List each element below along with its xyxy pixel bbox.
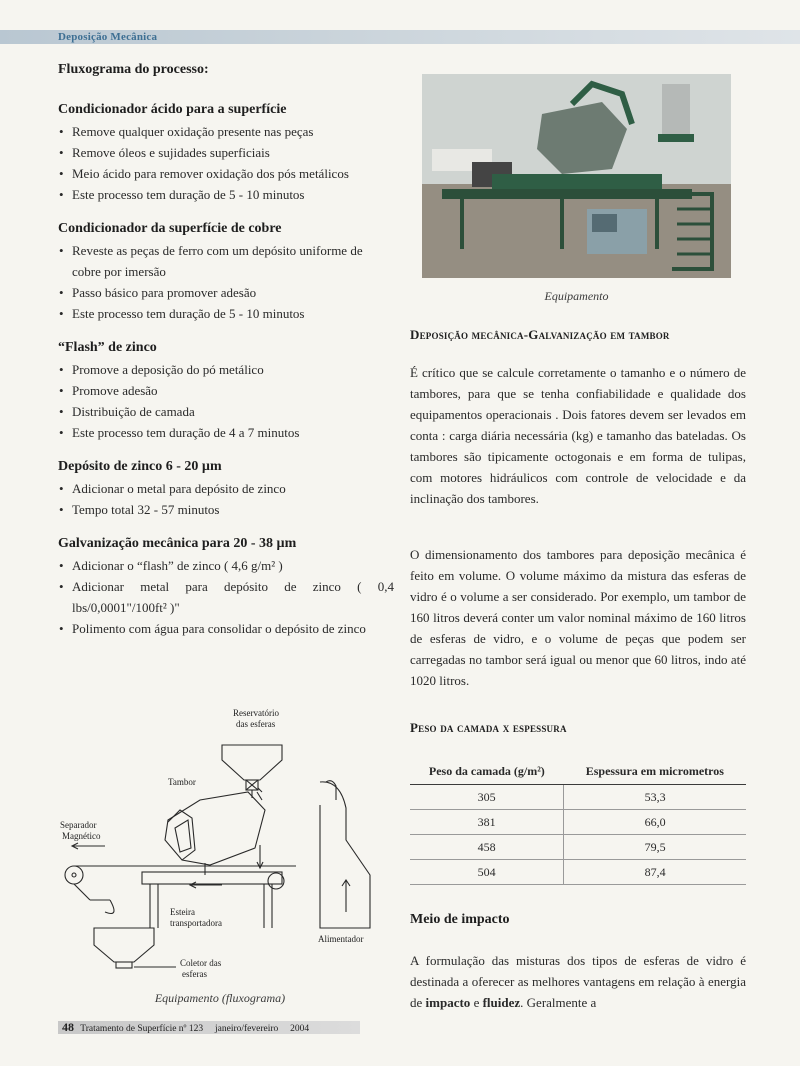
bullet-list (58, 359, 394, 443)
table-cell-weight: 381 (410, 810, 564, 835)
label-coletor-2: esferas (182, 969, 207, 979)
process-flow-title: Fluxograma do processo: (58, 62, 209, 77)
reservoir-shape (222, 745, 282, 780)
separator-curve (105, 900, 114, 914)
section-title: Depósito de zinco 6 - 20 µm (58, 459, 222, 474)
table-cell-weight: 504 (410, 860, 564, 885)
list-item: • Tempo total 32 - 57 minutos (58, 499, 394, 520)
meio-bold-fluidez: fluidez (482, 995, 521, 1010)
list-item: • Adicionar o “flash” de zinco ( 4,6 g/m² ) (58, 555, 394, 576)
left-column (58, 62, 394, 655)
table-cell-weight: 458 (410, 835, 564, 860)
list-item: • Este processo tem duração de 5 - 10 minutos (58, 184, 394, 205)
label-coletor-1: Coletor das (180, 958, 222, 968)
list-item: • Promove a deposição do pó metálico (58, 359, 394, 380)
list-item: • Promove adesão (58, 380, 394, 401)
photo-caption: Equipamento (544, 289, 609, 303)
section-title: Galvanização mecânica para 20 - 38 µm (58, 536, 297, 551)
bullet-list (58, 240, 394, 324)
label-reservatorio-2: das esferas (236, 719, 276, 729)
meio-text-mid: e (470, 995, 483, 1010)
table-cell-thickness: 66,0 (564, 810, 746, 835)
drum-shape (165, 792, 265, 865)
table-col-weight: Peso da camada (g/m²) (410, 760, 564, 785)
label-alimentador: Alimentador (318, 934, 364, 944)
table-row (410, 835, 746, 860)
table-row (410, 810, 746, 835)
equipment-photo (422, 74, 731, 278)
table-cell-thickness: 53,3 (564, 785, 746, 810)
list-item: • Adicionar o metal para depósito de zinco (58, 478, 394, 499)
process-section (58, 340, 394, 443)
table-row (410, 785, 746, 810)
footer-issue: janeiro/fevereiro (215, 1024, 279, 1034)
label-separador-2: Magnético (62, 831, 101, 841)
table-title: Peso da camada x espessura (410, 720, 567, 735)
process-section (58, 536, 394, 639)
table-row (410, 860, 746, 885)
section-title: Condicionador da superfície de cobre (58, 221, 282, 236)
table-header-row (410, 760, 746, 785)
table-cell-thickness: 79,5 (564, 835, 746, 860)
paragraph-meio-impacto (410, 950, 746, 1013)
bullet-list (58, 555, 394, 639)
process-diagram (50, 700, 390, 1000)
diagram-caption: Equipamento (fluxograma) (154, 991, 286, 1005)
list-item: • Este processo tem duração de 5 - 10 minutos (58, 303, 394, 324)
section-title: “Flash” de zinco (58, 340, 157, 355)
process-section (58, 221, 394, 324)
list-item: • Remove óleos e sujidades superficiais (58, 142, 394, 163)
list-item: • Passo básico para promover adesão (58, 282, 394, 303)
list-item: • Remove qualquer oxidação presente nas peças (58, 121, 394, 142)
list-item: • Polimento com água para consolidar o depósito de zinco (58, 618, 394, 639)
conveyor-belt (142, 872, 282, 884)
feeder-shape (320, 782, 370, 928)
list-item: • Adicionar metal para depósito de zinco ( 0,4 lbs/0,0001"/100ft² )" (58, 576, 394, 618)
meio-text-post: . Geralmente a (520, 995, 597, 1010)
process-sections (58, 102, 394, 639)
page-footer (62, 1021, 309, 1034)
process-section (58, 102, 394, 205)
section-title-galvanizacao: Deposição mecânica-Galvanização em tambor (410, 327, 670, 342)
paragraph-2: O dimensionamento dos tambores para deposição mecânica é feito em volume. O volume máximo da mistura das esferas de vidro é o volume a ser considerado. Por exemplo, um tambor de 160 litros deverá conter um valor nominal máximo de 160 litros de esferas de vidro, e o volume de peças que podem ser carregadas no tambor será igual ou menor que 60 litros, indo até 1020 litros. (410, 547, 746, 688)
weight-thickness-table (410, 760, 746, 885)
bullet-list (58, 121, 394, 205)
footer-magazine: Tratamento de Superfície nº 123 (80, 1024, 204, 1034)
label-reservatorio-1: Reservatório (233, 708, 279, 718)
page-number: 48 (62, 1020, 74, 1034)
label-esteira-1: Esteira (170, 907, 195, 917)
label-tambor: Tambor (168, 777, 196, 787)
meio-text-pre: A formulação das misturas dos tipos de esferas de vidro é destinada a oferecer as melhores vantagens em relação à energia de (410, 953, 746, 1010)
list-item: • Reveste as peças de ferro com um depósito uniforme de cobre por imersão (58, 240, 394, 282)
section-header: Deposição Mecânica (58, 31, 158, 43)
label-separador-1: Separador (60, 820, 97, 830)
footer-year: 2004 (290, 1024, 310, 1034)
list-item: • Este processo tem duração de 4 a 7 minutos (58, 422, 394, 443)
meio-bold-impacto: impacto (425, 995, 471, 1010)
label-esteira-2: transportadora (170, 918, 222, 928)
table-cell-thickness: 87,4 (564, 860, 746, 885)
list-item: • Distribuição de camada (58, 401, 394, 422)
collector-shape (94, 928, 154, 962)
table-cell-weight: 305 (410, 785, 564, 810)
equipment-photo-illustration (422, 74, 731, 278)
meio-impacto-title: Meio de impacto (410, 912, 510, 927)
bullet-list (58, 478, 394, 520)
process-section (58, 459, 394, 520)
section-title: Condicionador ácido para a superfície (58, 102, 287, 117)
table-col-thickness: Espessura em micrometros (564, 760, 746, 785)
paragraph-1: É crítico que se calcule corretamente o tamanho e o número de tambores, para que se tenha confiabilidade e qualidade dos equipamentos operacionais . Dois fatores devem ser levados em conta : carga diária necessária (kg) e tamanho das bateladas. Os tambores são tipicamente octogonais e em forma de tulipas, com motores hidráulicos com controle de velocidade e da inclinação dos tambores. (410, 365, 746, 506)
list-item: • Meio ácido para remover oxidação dos pós metálicos (58, 163, 394, 184)
